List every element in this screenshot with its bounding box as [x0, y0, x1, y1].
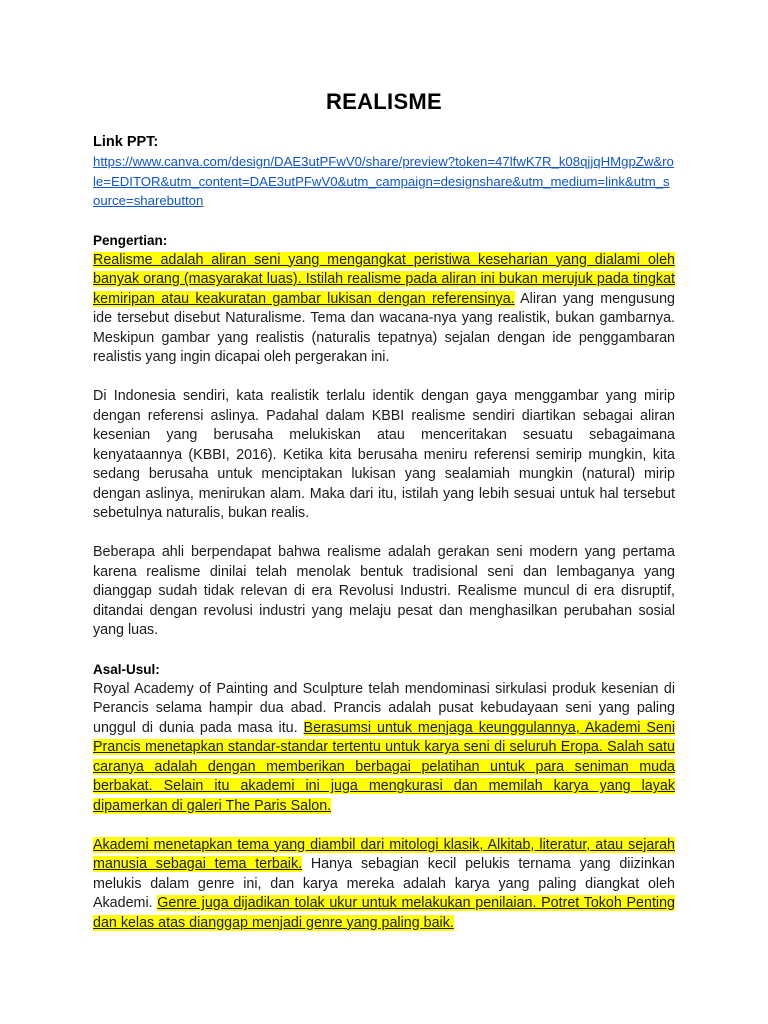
highlighted-text: Berasumsi untuk menjaga keunggulannya, Akademi Seni Prancis menetapkan standar-standar tertentu untuk karya seni di seluruh Eropa. Salah satu caranya adalah dengan memberikan berbagai pelatihan untuk para seniman muda berbakat. Selain itu akademi ini juga mengkurasi dan memilah karya yang layak dipamerkan di galeri The Paris Salon.	[93, 719, 675, 814]
paragraph-pengertian	[93, 251, 675, 368]
asal-usul-heading: Asal-Usul:	[93, 662, 160, 678]
highlighted-text: Akademi menetapkan tema yang diambil dari mitologi klasik, Alkitab, literatur, atau sejarah manusia sebagai tema terbaik.	[93, 836, 675, 873]
paragraph-indonesia: Di Indonesia sendiri, kata realistik terlalu identik dengan gaya menggambar yang mirip dengan referensi aslinya. Padahal dalam KBBI realisme sendiri diartikan sebagai aliran kesenian yang berusaha melukiskan atau menceritakan sesuatu sebagaimana kenyataannya (KBBI, 2016). Ketika kita berusaha meniru referensi semirip mungkin, kita sedang berusaha untuk menciptakan lukisan yang sealamiah mungkin (natural) mirip dengan aslinya, menirukan alam. Maka dari itu, istilah yang lebih sesuai untuk hal tersebut sebetulnya naturalis, bukan realis.	[93, 388, 675, 522]
paragraph-akademi-tema	[93, 836, 675, 934]
page-title: REALISME	[325, 89, 443, 114]
paragraph-text: Hanya sebagian kecil pelukis ternama yang diizinkan melukis dalam genre ini, dan karya mereka adalah karya yang paling diangkat oleh Akademi.	[93, 856, 675, 912]
paragraph-royal-academy	[93, 680, 675, 817]
pengertian-heading: Pengertian:	[93, 233, 168, 249]
canva-link[interactable]: https://www.canva.com/design/DAE3utPFwV0/share/preview?token=47lfwK7R_k08qjjqHMgpZw&role=EDITOR&utm_content=DAE3utPFwV0&utm_campaign=designshare&utm_medium=link&utm_source=sharebutton	[93, 154, 674, 209]
highlighted-text: Genre juga dijadikan tolak ukur untuk melakukan penilaian. Potret Tokoh Penting dan kelas atas dianggap menjadi genre yang paling baik.	[93, 895, 675, 931]
paragraph-ahli: Beberapa ahli berpendapat bahwa realisme adalah gerakan seni modern yang pertama karena realisme dinilai telah menolak bentuk tradisional seni dan lembaganya yang dianggap sudah tidak relevan di era Revolusi Industri. Realisme muncul di era disruptif, ditandai dengan revolusi industri yang melaju pesat dan menghasilkan perubahan sosial yang luas.	[93, 544, 675, 639]
highlighted-text: Realisme adalah aliran seni yang mengangkat peristiwa keseharian yang dialami oleh banyak orang (masyarakat luas). Istilah realisme pada aliran ini bukan merujuk pada tingkat kemiripan atau keakuratan gambar lukisan dengan referensinya.	[93, 251, 675, 307]
paragraph-text: Aliran yang mengusung ide tersebut disebut Naturalisme. Tema dan wacana-nya yang realistik, bukan gambarnya. Meskipun gambar yang realistis (naturalis tepatnya) sejalan dengan ide penggambaran realistis yang ingin dicapai oleh pergerakan ini.	[93, 290, 675, 366]
link-label: Link PPT:	[93, 134, 159, 150]
paragraph-text: Royal Academy of Painting and Sculpture telah mendominasi sirkulasi produk kesenian di Perancis selama hampir dua abad. Prancis adalah pusat kebudayaan seni yang paling unggul di dunia pada masa itu.	[93, 680, 675, 736]
